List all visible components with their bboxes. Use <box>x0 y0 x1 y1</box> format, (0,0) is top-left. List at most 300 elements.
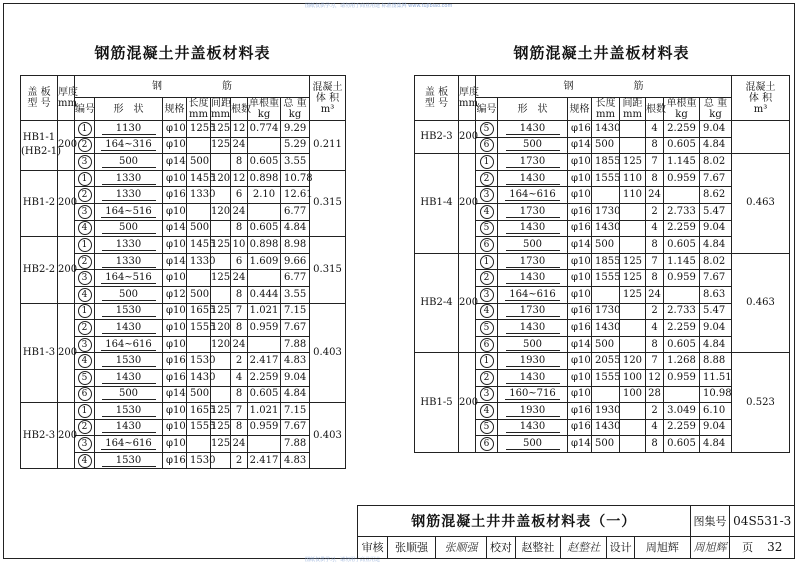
bar-spacing: 125 <box>211 436 231 453</box>
bar-number <box>476 237 498 254</box>
header-count: 根数 <box>646 98 664 121</box>
bar-number-circle: 3 <box>78 155 92 169</box>
design-label: 设计 <box>606 536 634 558</box>
bar-shape-dimension: 1430 <box>506 372 560 384</box>
bar-spec: φ10 <box>163 436 187 453</box>
bar-count: 24 <box>231 436 248 453</box>
bar-spacing: 110 <box>620 187 646 204</box>
bar-unit-weight: 0.444 <box>248 286 281 303</box>
bar-shape-dimension: 1930 <box>506 405 560 417</box>
bar-spec: φ10 <box>163 419 187 436</box>
bar-number <box>476 386 498 403</box>
bar-count: 24 <box>231 336 248 353</box>
bar-number <box>476 220 498 237</box>
bar-unit-weight: 0.605 <box>664 237 700 254</box>
bar-shape-dimension: 1330 <box>102 256 156 268</box>
bar-length: 1555 <box>592 369 620 386</box>
bar-unit-weight: 2.733 <box>664 303 700 320</box>
bar-spacing <box>620 320 646 337</box>
cover-model: HB1-5 <box>415 353 459 453</box>
left-material-table <box>20 75 346 469</box>
bar-unit-weight: 2.259 <box>664 121 700 138</box>
bar-total-weight: 7.67 <box>281 320 310 337</box>
bar-shape <box>498 137 568 154</box>
watermark-top: 图纸仅供学习，请勿用于商业用途 标准图集网 www.tujibiao.com <box>305 3 453 9</box>
bar-shape-dimension: 160~716 <box>505 388 560 400</box>
bar-spec: φ16 <box>568 203 592 220</box>
bar-spacing <box>620 137 646 154</box>
header-shape: 形 状 <box>95 98 163 121</box>
bar-length: 1855 <box>592 154 620 171</box>
bar-unit-weight <box>664 187 700 204</box>
bar-number-circle: 1 <box>78 404 92 418</box>
header-length: 长度 mm <box>188 98 209 120</box>
bar-spacing: 125 <box>211 270 231 287</box>
atlas-label: 图集号 <box>690 506 730 537</box>
bar-number <box>75 270 95 287</box>
bar-number <box>75 170 95 187</box>
bar-unit-weight: 0.959 <box>248 419 281 436</box>
bar-number <box>476 320 498 337</box>
bar-number <box>476 369 498 386</box>
bar-length <box>187 270 211 287</box>
bar-length: 1330 <box>187 187 211 204</box>
bar-count: 24 <box>646 286 664 303</box>
bar-shape-dimension: 500 <box>102 222 156 234</box>
concrete-volume <box>732 121 790 154</box>
cover-thickness: 200 <box>459 253 476 353</box>
bar-spacing <box>620 220 646 237</box>
bar-shape-dimension: 500 <box>506 239 560 251</box>
bar-number-circle: 1 <box>78 122 92 136</box>
concrete-volume: 0.315 <box>310 170 346 236</box>
bar-unit-weight: 2.417 <box>248 452 281 469</box>
bar-spacing: 125 <box>211 137 231 154</box>
bar-length <box>592 386 620 403</box>
bar-length: 1455 <box>187 237 211 254</box>
bar-shape-dimension: 1430 <box>102 372 156 384</box>
bar-unit-weight: 1.609 <box>248 253 281 270</box>
bar-count: 24 <box>231 137 248 154</box>
bar-total-weight: 4.84 <box>700 336 732 353</box>
bar-shape <box>498 436 568 453</box>
bar-count: 8 <box>231 154 248 171</box>
concrete-volume: 0.403 <box>310 303 346 403</box>
bar-spec: φ10 <box>163 203 187 220</box>
bar-shape-dimension: 1330 <box>102 189 156 201</box>
bar-spec: φ16 <box>568 220 592 237</box>
bar-number <box>75 303 95 320</box>
bar-number <box>476 286 498 303</box>
bar-length: 1555 <box>187 320 211 337</box>
checker-signature: 赵整社 <box>561 536 607 558</box>
bar-number <box>75 220 95 237</box>
bar-length <box>187 336 211 353</box>
header-no: 编号 <box>75 98 95 121</box>
table-row <box>415 154 790 171</box>
bar-total-weight: 6.77 <box>281 203 310 220</box>
cover-thickness: 200 <box>58 303 75 403</box>
bar-unit-weight: 2.259 <box>664 220 700 237</box>
bar-spacing <box>620 403 646 420</box>
bar-spacing: 120 <box>620 353 646 370</box>
bar-shape <box>498 203 568 220</box>
bar-length: 2055 <box>592 353 620 370</box>
checker-name: 赵整社 <box>515 536 561 558</box>
bar-count: 7 <box>231 403 248 420</box>
bar-number-circle: 2 <box>480 271 494 285</box>
table-row <box>21 237 346 254</box>
bar-total-weight: 8.88 <box>700 353 732 370</box>
bar-number-circle: 2 <box>78 321 92 335</box>
bar-shape-dimension: 1130 <box>102 123 156 135</box>
bar-unit-weight: 0.605 <box>664 137 700 154</box>
bar-shape <box>498 336 568 353</box>
bar-number-circle: 1 <box>480 354 494 368</box>
bar-number <box>75 121 95 138</box>
bar-number-circle: 6 <box>480 338 494 352</box>
bar-total-weight: 3.55 <box>281 154 310 171</box>
bar-number-circle: 6 <box>480 238 494 252</box>
bar-spacing: 125 <box>620 286 646 303</box>
bar-length: 1530 <box>187 452 211 469</box>
header-no: 编号 <box>476 98 498 121</box>
bar-spec: φ16 <box>568 121 592 138</box>
bar-shape-dimension: 164~516 <box>101 206 156 218</box>
bar-spec: φ16 <box>568 419 592 436</box>
bar-count: 6 <box>231 187 248 204</box>
bar-total-weight: 9.04 <box>700 220 732 237</box>
bar-unit-weight: 0.959 <box>248 320 281 337</box>
bar-total-weight: 9.04 <box>281 369 310 386</box>
bar-number-circle: 1 <box>480 155 494 169</box>
bar-number-circle: 2 <box>78 188 92 202</box>
bar-shape <box>95 353 163 370</box>
bar-count: 8 <box>646 170 664 187</box>
bar-shape-dimension: 1330 <box>102 239 156 251</box>
bar-length: 1430 <box>592 419 620 436</box>
cover-model: HB2-3 <box>415 121 459 154</box>
bar-number <box>75 137 95 154</box>
bar-count: 10 <box>231 237 248 254</box>
bar-number-circle: 3 <box>78 338 92 352</box>
bar-shape-dimension: 500 <box>506 339 560 351</box>
table-row <box>21 170 346 187</box>
bar-spacing: 110 <box>620 170 646 187</box>
atlas-number: 04S531-3 <box>730 506 795 537</box>
bar-unit-weight: 1.021 <box>248 403 281 420</box>
bar-shape <box>95 419 163 436</box>
bar-number-circle: 4 <box>480 205 494 219</box>
bar-count: 2 <box>646 403 664 420</box>
header-cover-type: 盖 板 型 号 <box>21 76 58 121</box>
bar-shape <box>95 121 163 138</box>
bar-total-weight: 11.51 <box>700 369 732 386</box>
bar-length: 1430 <box>592 320 620 337</box>
reviewer-name: 张顺强 <box>388 536 436 558</box>
bar-number <box>75 320 95 337</box>
bar-unit-weight: 0.898 <box>248 237 281 254</box>
bar-spec: φ14 <box>163 154 187 171</box>
bar-spec: φ16 <box>568 303 592 320</box>
bar-shape <box>498 220 568 237</box>
bar-spec: φ10 <box>568 154 592 171</box>
header-concrete-volume: 混凝土 体 积 m³ <box>732 76 790 121</box>
bar-unit-weight: 2.417 <box>248 353 281 370</box>
bar-shape-dimension: 164~616 <box>101 438 156 450</box>
bar-length <box>592 286 620 303</box>
bar-number <box>476 353 498 370</box>
bar-number-circle: 5 <box>480 321 494 335</box>
bar-shape-dimension: 164~616 <box>101 339 156 351</box>
bar-total-weight: 7.15 <box>281 403 310 420</box>
bar-number-circle: 2 <box>78 420 92 434</box>
bar-count: 2 <box>646 203 664 220</box>
bar-shape-dimension: 1430 <box>506 421 560 433</box>
bar-number-circle: 3 <box>78 271 92 285</box>
bar-length: 1430 <box>592 220 620 237</box>
header-rebar: 钢 筋 <box>476 76 732 98</box>
bar-spec: φ10 <box>568 386 592 403</box>
bar-unit-weight: 0.605 <box>248 220 281 237</box>
bar-shape <box>498 270 568 287</box>
bar-count: 4 <box>231 369 248 386</box>
bar-number <box>476 403 498 420</box>
bar-unit-weight: 1.145 <box>664 154 700 171</box>
bar-total-weight: 3.55 <box>281 286 310 303</box>
bar-count: 24 <box>231 270 248 287</box>
header-shape: 形 状 <box>498 98 568 121</box>
bar-number-circle: 4 <box>78 221 92 235</box>
bar-number <box>75 237 95 254</box>
bar-count: 12 <box>231 170 248 187</box>
bar-unit-weight <box>248 137 281 154</box>
table-row <box>21 303 346 320</box>
bar-length <box>592 187 620 204</box>
bar-shape <box>95 154 163 171</box>
bar-number-circle: 4 <box>78 454 92 468</box>
cover-model: HB1-1 (HB2-1) <box>21 121 58 171</box>
bar-spacing <box>620 203 646 220</box>
bar-number <box>75 403 95 420</box>
bar-spacing: 120 <box>211 336 231 353</box>
bar-shape <box>95 303 163 320</box>
bar-total-weight: 7.67 <box>700 270 732 287</box>
bar-total-weight: 7.88 <box>281 336 310 353</box>
bar-shape-dimension: 1430 <box>506 322 560 334</box>
bar-shape <box>498 237 568 254</box>
bar-number-circle: 2 <box>480 172 494 186</box>
bar-total-weight: 9.04 <box>700 320 732 337</box>
cover-thickness: 200 <box>58 170 75 236</box>
bar-count: 28 <box>646 386 664 403</box>
bar-spec: φ14 <box>568 336 592 353</box>
cover-thickness: 200 <box>58 237 75 303</box>
cover-model: HB1-2 <box>21 170 58 236</box>
concrete-volume: 0.211 <box>310 121 346 171</box>
bar-number <box>75 386 95 403</box>
bar-spec: φ14 <box>568 137 592 154</box>
bar-spec: φ16 <box>568 320 592 337</box>
bar-unit-weight: 1.145 <box>664 253 700 270</box>
bar-length: 500 <box>187 386 211 403</box>
bar-length: 1430 <box>592 121 620 138</box>
bar-spacing: 125 <box>211 121 231 138</box>
bar-count: 2 <box>231 452 248 469</box>
bar-spec: φ10 <box>568 369 592 386</box>
header-total-weight: 总 重 kg <box>700 98 732 121</box>
bar-unit-weight: 1.021 <box>248 303 281 320</box>
table-row <box>415 353 790 370</box>
bar-number-circle: 4 <box>78 354 92 368</box>
table-row <box>415 121 790 138</box>
bar-total-weight: 9.04 <box>700 419 732 436</box>
bar-spacing: 125 <box>620 253 646 270</box>
bar-spec: φ10 <box>163 270 187 287</box>
bar-total-weight: 5.47 <box>700 303 732 320</box>
bar-shape <box>498 386 568 403</box>
bar-total-weight: 7.67 <box>700 170 732 187</box>
bar-total-weight: 8.02 <box>700 253 732 270</box>
bar-spacing <box>211 220 231 237</box>
bar-unit-weight: 0.959 <box>664 170 700 187</box>
bar-number <box>75 452 95 469</box>
bar-total-weight: 9.66 <box>281 253 310 270</box>
bar-total-weight: 7.88 <box>281 436 310 453</box>
bar-length: 1655 <box>187 403 211 420</box>
bar-number-circle: 4 <box>480 404 494 418</box>
cover-thickness: 200 <box>58 403 75 469</box>
bar-length: 1655 <box>187 303 211 320</box>
bar-spec: φ14 <box>163 220 187 237</box>
bar-shape <box>498 369 568 386</box>
bar-shape-dimension: 1430 <box>506 222 560 234</box>
bar-number <box>75 353 95 370</box>
bar-total-weight: 8.62 <box>700 187 732 204</box>
bar-shape-dimension: 500 <box>102 388 156 400</box>
bar-spacing: 125 <box>211 403 231 420</box>
bar-shape <box>498 121 568 138</box>
bar-length: 500 <box>187 220 211 237</box>
bar-length: 500 <box>187 286 211 303</box>
bar-shape-dimension: 1330 <box>102 173 156 185</box>
bar-shape <box>95 220 163 237</box>
cover-thickness: 200 <box>58 121 75 171</box>
bar-spec: φ16 <box>163 369 187 386</box>
bar-number-circle: 2 <box>78 255 92 269</box>
bar-count: 12 <box>646 369 664 386</box>
bar-number <box>476 253 498 270</box>
bar-shape-dimension: 164~316 <box>101 139 156 151</box>
bar-count: 8 <box>231 286 248 303</box>
bar-shape-dimension: 1430 <box>506 173 560 185</box>
bar-number-circle: 3 <box>480 288 494 302</box>
bar-shape <box>498 286 568 303</box>
bar-shape <box>95 203 163 220</box>
bar-number-circle: 6 <box>78 387 92 401</box>
bar-shape-dimension: 500 <box>102 289 156 301</box>
bar-count: 2 <box>646 303 664 320</box>
bar-count: 2 <box>231 353 248 370</box>
bar-number-circle: 5 <box>480 122 494 136</box>
bar-spec: φ10 <box>163 403 187 420</box>
concrete-volume: 0.463 <box>732 154 790 254</box>
bar-number <box>75 369 95 386</box>
header-total-weight: 总 重 kg <box>281 98 310 121</box>
bar-spacing <box>211 386 231 403</box>
watermark-bottom: 图纸仅供学习，请勿用于商业用途 <box>305 557 381 563</box>
bar-unit-weight <box>248 203 281 220</box>
bar-total-weight: 8.02 <box>700 154 732 171</box>
cover-thickness: 200 <box>459 353 476 453</box>
bar-unit-weight: 2.259 <box>248 369 281 386</box>
bar-unit-weight: 2.733 <box>664 203 700 220</box>
cover-thickness: 200 <box>459 154 476 254</box>
bar-unit-weight <box>664 386 700 403</box>
bar-count: 7 <box>646 253 664 270</box>
bar-length <box>187 203 211 220</box>
bar-unit-weight <box>664 286 700 303</box>
bar-count: 8 <box>231 419 248 436</box>
bar-total-weight: 10.98 <box>700 386 732 403</box>
bar-number <box>75 253 95 270</box>
bar-count: 7 <box>646 353 664 370</box>
cover-model: HB1-3 <box>21 303 58 403</box>
bar-number-circle: 3 <box>480 188 494 202</box>
bar-total-weight: 8.63 <box>700 286 732 303</box>
bar-shape <box>498 320 568 337</box>
bar-shape-dimension: 1430 <box>102 421 156 433</box>
bar-shape-dimension: 1430 <box>506 123 560 135</box>
bar-shape <box>95 137 163 154</box>
bar-number <box>476 203 498 220</box>
cover-model: HB2-4 <box>415 253 459 353</box>
bar-shape-dimension: 164~616 <box>505 189 560 201</box>
bar-shape-dimension: 1530 <box>102 355 156 367</box>
bar-length: 1855 <box>592 253 620 270</box>
bar-spacing: 120 <box>211 170 231 187</box>
concrete-volume: 0.463 <box>732 253 790 353</box>
bar-length: 1730 <box>592 303 620 320</box>
designer-name: 周旭辉 <box>635 536 690 558</box>
bar-total-weight: 5.47 <box>700 203 732 220</box>
bar-count: 4 <box>646 320 664 337</box>
table-row <box>415 253 790 270</box>
left-table-title: 钢筋混凝土井盖板材料表 <box>94 44 271 62</box>
bar-shape-dimension: 1930 <box>506 355 560 367</box>
bar-spec: φ14 <box>568 237 592 254</box>
bar-spacing: 100 <box>620 369 646 386</box>
bar-spec: φ14 <box>568 436 592 453</box>
bar-spec: φ10 <box>163 303 187 320</box>
bar-count: 4 <box>646 121 664 138</box>
bar-shape <box>95 386 163 403</box>
bar-total-weight: 4.83 <box>281 452 310 469</box>
bar-shape-dimension: 1730 <box>506 206 560 218</box>
bar-spacing <box>620 303 646 320</box>
cover-model: HB1-4 <box>415 154 459 254</box>
bar-spacing: 120 <box>211 320 231 337</box>
header-spacing: 间距 mm <box>620 98 646 121</box>
bar-spec: φ16 <box>163 452 187 469</box>
bar-number-circle: 2 <box>480 371 494 385</box>
bar-count: 24 <box>646 187 664 204</box>
page-label: 页 <box>742 541 754 555</box>
bar-total-weight: 4.84 <box>281 220 310 237</box>
bar-spec: φ16 <box>568 403 592 420</box>
bar-number-circle: 5 <box>480 420 494 434</box>
bar-spec: φ10 <box>163 137 187 154</box>
